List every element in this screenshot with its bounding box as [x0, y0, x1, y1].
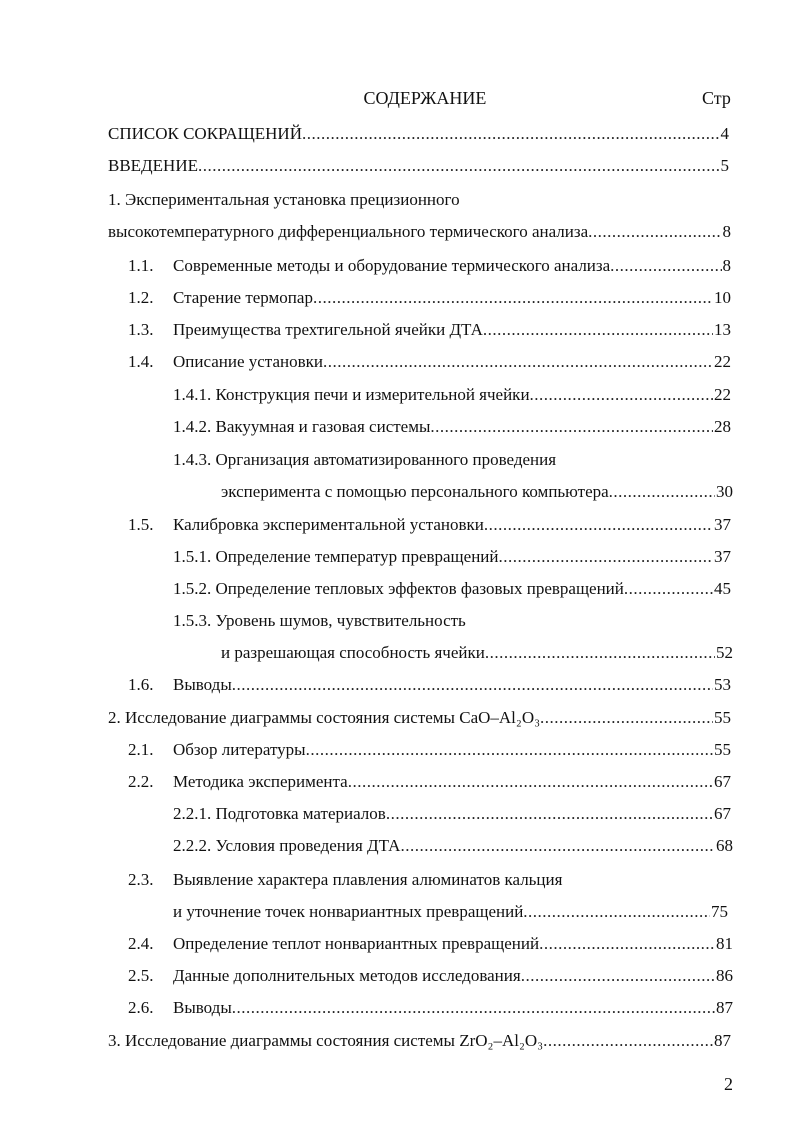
toc-entry-number: 2.6. [128, 998, 154, 1017]
toc-entry-label: 1.5.1. Определение температур превращений [173, 547, 499, 566]
toc-entry-label: 2.2.1. Подготовка материалов [173, 804, 386, 823]
toc-entry-label: и уточнение точек нонвариантных превращений [173, 902, 524, 921]
toc-entry-number: 2.1. [128, 740, 154, 759]
toc-entry-label: и разрешающая способность ячейки [221, 643, 485, 662]
toc-entry-1-4[interactable] [173, 350, 731, 374]
toc-entry-1-4-2[interactable] [173, 415, 731, 439]
dot-leader [323, 350, 713, 374]
toc-entry-2-1[interactable] [173, 738, 731, 762]
toc-entry-page: 55 [714, 740, 731, 759]
toc-entry-1-6[interactable] [173, 673, 731, 697]
toc-entry-label: Определение теплот нонвариантных превращений [173, 934, 540, 953]
toc-entry-label: Обзор литературы [173, 740, 306, 759]
dot-leader [386, 802, 713, 826]
toc-entry-number: 2.3. [128, 870, 154, 889]
toc-entry-page: 13 [714, 320, 731, 339]
toc-entry-label: 1.4.2. Вакуумная и газовая системы [173, 417, 431, 436]
dot-leader [499, 545, 714, 569]
toc-entry-page: 22 [714, 352, 731, 371]
toc-entry-1-2[interactable] [173, 286, 731, 310]
toc-entry-label: СПИСОК СОКРАЩЕНИЙ [108, 124, 302, 143]
dot-leader [348, 770, 713, 794]
toc-entry-chapter-3[interactable] [108, 1029, 731, 1053]
dot-leader [430, 415, 713, 439]
toc-entry-number: 2.5. [128, 966, 154, 985]
toc-entry-page: 53 [714, 675, 731, 694]
toc-entry-2-5[interactable] [173, 964, 733, 988]
dot-leader [521, 964, 715, 988]
toc-entry-number: 1.3. [128, 320, 154, 339]
toc-entry-label: Данные дополнительных методов исследования [173, 966, 521, 985]
toc-title: СОДЕРЖАНИЕ [363, 88, 487, 108]
toc-entry-page: 8 [722, 222, 731, 241]
toc-entry-2-4[interactable] [173, 932, 733, 956]
toc-entry-1-4-3-line1: 1.4.3. Организация автоматизированного проведения [173, 450, 557, 469]
toc-entry-page: 55 [714, 708, 731, 727]
toc-entry-label: Описание установки [173, 352, 323, 371]
toc-entry-label: Старение термопар [173, 288, 313, 307]
toc-entry-label: Современные методы и оборудование термического анализа [173, 256, 611, 275]
dot-leader [302, 122, 720, 146]
toc-entry-page: 37 [714, 547, 731, 566]
toc-entry-abbreviations[interactable] [108, 122, 729, 146]
toc-entry-page: 37 [714, 515, 731, 534]
toc-entry-page: 86 [716, 966, 733, 985]
toc-entry-label: эксперимента с помощью персонального компьютера [221, 482, 609, 501]
toc-entry-label: высокотемпературного дифференциального термического анализа [108, 222, 589, 241]
toc-entry-number: 2.4. [128, 934, 154, 953]
toc-entry-2-2[interactable] [173, 770, 731, 794]
dot-leader [609, 480, 715, 504]
toc-entry-page: 52 [716, 643, 733, 662]
dot-leader [610, 254, 721, 278]
toc-entry-2-3[interactable] [173, 900, 728, 924]
toc-entry-page: 4 [720, 124, 729, 143]
dot-leader [198, 154, 720, 178]
dot-leader [306, 738, 713, 762]
toc-entry-2-6[interactable] [173, 996, 733, 1020]
dot-leader [540, 706, 713, 730]
dot-leader [588, 220, 721, 244]
toc-entry-label: Выводы [173, 675, 232, 694]
toc-entry-page: 10 [714, 288, 731, 307]
toc-entry-page: 28 [714, 417, 731, 436]
toc-entry-1-5-1[interactable] [173, 545, 731, 569]
toc-entry-chapter-2[interactable] [108, 706, 731, 730]
toc-entry-number: 1.4. [128, 352, 154, 371]
toc-entry-page: 67 [714, 772, 731, 791]
dot-leader [232, 996, 715, 1020]
toc-entry-number: 1.5. [128, 515, 154, 534]
toc-entry-2-2-1[interactable] [173, 802, 731, 826]
toc-entry-1-4-3[interactable] [221, 480, 733, 504]
toc-entry-label: Преимущества трехтигельной ячейки ДТА [173, 320, 483, 339]
toc-entry-page: 67 [714, 804, 731, 823]
toc-entry-page: 5 [720, 156, 729, 175]
toc-entry-label: 2.2.2. Условия проведения ДТА [173, 836, 401, 855]
toc-entry-label: Выводы [173, 998, 232, 1017]
toc-entry-chapter-1-line1: 1. Экспериментальная установка прецизионного [108, 190, 460, 209]
dot-leader [530, 383, 713, 407]
toc-entry-chapter-1[interactable] [108, 220, 731, 244]
dot-leader [543, 1029, 713, 1053]
dot-leader [523, 900, 710, 924]
dot-leader [624, 577, 713, 601]
toc-entry-page: 68 [716, 836, 733, 855]
toc-entry-label: 3. Исследование диаграммы состояния системы ZrO₂–Al₂O₃ [108, 1031, 544, 1050]
toc-entry-introduction[interactable] [108, 154, 729, 178]
dot-leader [485, 641, 715, 665]
toc-entry-label: 2. Исследование диаграммы состояния системы CaO–Al₂O₃ [108, 708, 541, 727]
dot-leader [484, 513, 713, 537]
toc-entry-1-5-3-line1: 1.5.3. Уровень шумов, чувствительность [173, 611, 466, 630]
toc-entry-2-2-2[interactable] [173, 834, 733, 858]
toc-entry-page: 45 [714, 579, 731, 598]
toc-entry-1-3[interactable] [173, 318, 731, 342]
toc-entry-page: 87 [714, 1031, 731, 1050]
toc-entry-page: 87 [716, 998, 733, 1017]
toc-entry-1-5[interactable] [173, 513, 731, 537]
toc-entry-number: 1.2. [128, 288, 154, 307]
dot-leader [313, 286, 713, 310]
toc-entry-1-5-3[interactable] [221, 641, 733, 665]
toc-entry-label: ВВЕДЕНИЕ [108, 156, 198, 175]
page-column-label: Стр [702, 88, 731, 108]
dot-leader [483, 318, 713, 342]
toc-entry-label: Методика эксперимента [173, 772, 348, 791]
toc-entry-page: 81 [716, 934, 733, 953]
toc-entry-label: 1.5.2. Определение тепловых эффектов фазовых превращений [173, 579, 624, 598]
dot-leader [232, 673, 713, 697]
toc-entry-number: 1.6. [128, 675, 154, 694]
toc-entry-page: 8 [722, 256, 731, 275]
toc-entry-page: 22 [714, 385, 731, 404]
toc-entry-1-4-1[interactable] [173, 383, 731, 407]
toc-entry-label: Калибровка экспериментальной установки [173, 515, 484, 534]
dot-leader [539, 932, 715, 956]
toc-entry-page: 75 [711, 902, 728, 921]
toc-entry-1-1[interactable] [173, 254, 731, 278]
toc-entry-2-3-line1: Выявление характера плавления алюминатов кальция [173, 870, 563, 889]
dot-leader [400, 834, 715, 858]
page-number: 2 [724, 1074, 733, 1094]
toc-entry-page: 30 [716, 482, 733, 501]
toc-entry-1-5-2[interactable] [173, 577, 731, 601]
toc-entry-number: 2.2. [128, 772, 154, 791]
toc-entry-number: 1.1. [128, 256, 154, 275]
toc-entry-label: 1.4.1. Конструкция печи и измерительной ячейки [173, 385, 530, 404]
